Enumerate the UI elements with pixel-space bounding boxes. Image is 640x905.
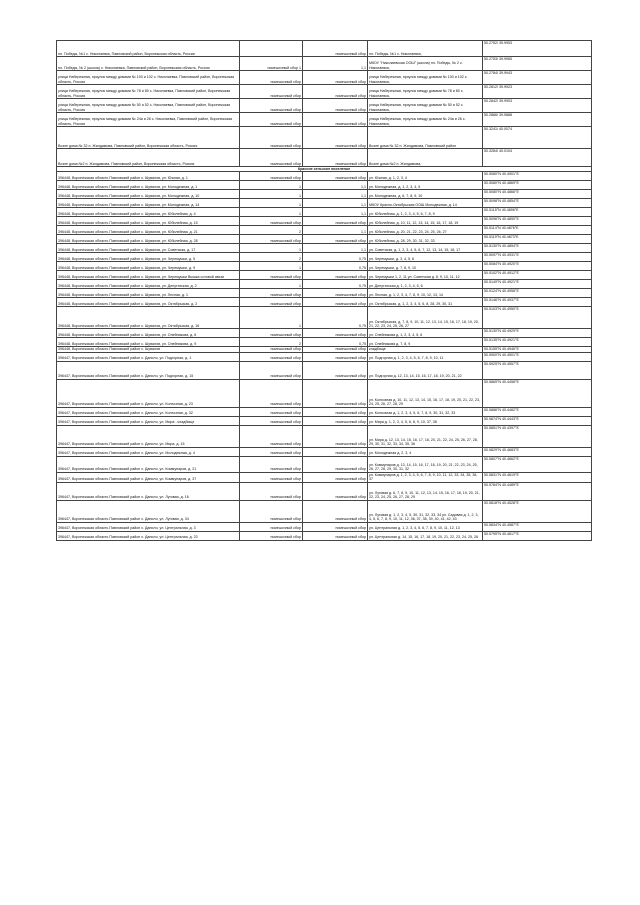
table-row	[57, 338, 592, 347]
coordinates-cell: 50.5831°N 40.4619°E	[483, 472, 592, 482]
served-addresses-cell: ул. Центральная д. 14, 15, 16, 17, 18, 19, 20, 21, 22, 23, 24, 25, 26	[368, 531, 483, 540]
coordinates-cell: 50.3241/ 40.0074	[483, 127, 592, 149]
address-cell: 396448, Воронежская область Павловский район с. Шувалов, ул. Южная, д. 1	[57, 172, 240, 181]
address-cell: 396447, Воронежская область Павловский район х. Данило, ул. Мира - кладбище	[57, 416, 240, 425]
served-addresses-cell: ул. Коммунаров д. 1, 2, 3, 4, 5, 6, 7, 8, 9, 10, 11, 12, 33, 34, 35, 36, 37	[368, 472, 483, 482]
collection-type-cell: помешочный сбор	[303, 352, 368, 361]
container-count-cell: помешочный сбор	[240, 482, 303, 500]
collection-type-cell: помешочный сбор	[303, 113, 368, 127]
coordinates-cell: 50.2842/ 39.9903	[483, 99, 592, 113]
served-addresses-cell: ул. Юбилейная, д. 20, 21, 22, 23, 24, 25, 26, 27	[368, 226, 483, 235]
container-count-cell: помешочный сбор	[240, 472, 303, 482]
collection-type-cell: помешочный сбор	[303, 447, 368, 456]
container-count-cell: 1	[240, 307, 303, 329]
coordinates-cell: 50.3284/ 40.0104	[483, 149, 592, 167]
coordinates-cell: 50.5097°N 40.4931°E	[483, 253, 592, 262]
container-count-cell: помешочный сбор	[240, 298, 303, 307]
address-cell: 396448, Воронежская область Павловский район с. Шувалов, ул. Черемушки, д. 5	[57, 253, 240, 262]
served-addresses-cell: ул. Мира д. 12, 13, 14, 15, 16, 17, 18, 20, 21, 22, 24, 25, 26, 27, 28, 29, 30, 31, 32, 33, 34, 35, 36	[368, 425, 483, 447]
coordinates-cell: 50.5155°N 40.4946°E	[483, 347, 592, 352]
coordinates-cell: 50.5096°N 40.4890°E	[483, 217, 592, 226]
coordinates-cell: 50.5115°N 40.4896°E	[483, 208, 592, 217]
collection-type-cell: помешочный сбор	[303, 99, 368, 113]
served-addresses-cell: ул. Колхозная д. 1, 2, 3, 4, 5, 6, 7, 8, 9, 30, 31, 32, 33	[368, 407, 483, 416]
collection-type-cell: помешочный сбор	[303, 289, 368, 298]
container-count-cell: 2	[240, 226, 303, 235]
collection-type-cell: помешочный сбор	[303, 85, 368, 99]
collection-sites-table	[56, 40, 592, 541]
served-addresses-cell: ул. Луговая д. 6, 7, 8, 9, 10, 11, 12, 13, 14, 15, 16, 17, 18, 19, 20, 21, 22, 23, 24, 25, 26, 27, 28, 29	[368, 482, 483, 500]
table-row	[57, 522, 592, 531]
collection-type-cell: помешочный сбор	[303, 71, 368, 85]
collection-type-cell: помешочный сбор	[303, 271, 368, 280]
collection-type-cell: помешочный сбор	[303, 127, 368, 149]
coordinates-cell: 50.2866/ 39.9888	[483, 113, 592, 127]
table-row	[57, 531, 592, 540]
coordinates-cell: 50.5829°N 40.4683°E	[483, 447, 592, 456]
container-count-cell: помешочный сбор	[240, 522, 303, 531]
container-count-cell: помешочный сбор	[240, 329, 303, 338]
collection-type-cell: помешочный сбор	[303, 217, 368, 226]
address-cell: 396447, Воронежская область Павловский район х. Данило, ул. Колхозная, д. 32	[57, 407, 240, 416]
container-count-cell: помешочный сбор	[240, 500, 303, 522]
coordinates-cell: 50.2784/ 39.9943	[483, 71, 592, 85]
collection-type-cell: помешочный сбор	[303, 472, 368, 482]
address-cell: 396448, Воронежская область Павловский район с. Шувалов, ул. Молодежная, д. 1	[57, 181, 240, 190]
address-cell: 396447, Воронежская область Павловский район х. Данило, ул. Мира, д. 15	[57, 425, 240, 447]
table-row	[57, 416, 592, 425]
table-row	[57, 307, 592, 329]
address-cell: 396448, Воронежская область Павловский район с. Шувалов, ул. Юбилейная, д. 21	[57, 226, 240, 235]
collection-type-cell: помешочный сбор	[303, 149, 368, 167]
address-cell: 396448, Воронежская область Павловский район с. Шувалов, ул. Молодежная, д. 10	[57, 190, 240, 199]
coordinates-cell: 50.5784°N 40.4489°E	[483, 482, 592, 500]
table-row	[57, 57, 592, 71]
coordinates-cell: 50.5080°N 40.4866°E	[483, 190, 592, 199]
served-addresses-cell: пл. Победы, №1 с. Николаевка,	[368, 41, 483, 57]
address-cell: 396447, Воронежская область Павловский район х. Данило, ул. Подгорная, д. 1	[57, 352, 240, 361]
address-cell: 396447, Воронежская область Павловский район х. Данило, ул. Луговая, д. 34	[57, 500, 240, 522]
coordinates-cell: 50.2753/ 39.9965	[483, 57, 592, 71]
served-addresses-cell: ул. Депутатская д. 1, 2, 3, 4, 5, 6	[368, 280, 483, 289]
container-count-cell: 1	[240, 199, 303, 208]
table-row	[57, 425, 592, 447]
address-cell: улица Набережная, проулок между домами № 50 и 52 с. Николаевка, Павловский район, Воронежская область, Россия	[57, 99, 240, 113]
served-addresses-cell: улица Набережная, проулок между домами № 50 и 52 с. Николаевка,	[368, 99, 483, 113]
address-cell: 396448, Воронежская область Павловский район с. Шувалов, ул. Юбилейная, д. 4	[57, 208, 240, 217]
table-row	[57, 149, 592, 167]
served-addresses-cell: ул. Юбилейная, д. 10, 11, 12, 13, 14, 15, 16, 17, 18, 19	[368, 217, 483, 226]
collection-type-cell: помешочный сбор	[303, 456, 368, 472]
collection-type-cell: помешочный сбор	[303, 379, 368, 407]
served-addresses-cell: ул. Юбилейная, д. 28, 29, 30, 31, 32, 33	[368, 235, 483, 244]
served-addresses-cell: ул. Колхозная д. 10, 11, 12, 13, 14, 15, 16, 17, 18, 19, 20, 21, 22, 23, 24, 25, 26, 27, 28, 29	[368, 379, 483, 407]
document-page	[56, 40, 576, 541]
table-row	[57, 352, 592, 361]
container-count-cell: помешочный сбор	[240, 127, 303, 149]
section-title: Красное сельское поселение	[57, 167, 592, 172]
coordinates-cell: 50.5146°N 40.4937°E	[483, 298, 592, 307]
served-addresses-cell: ул. Черемушки, д. 3, 4, 5, 6	[368, 253, 483, 262]
table-row	[57, 482, 592, 500]
address-cell: 396447, Воронежская область Павловский район х. Данило, ул. Подгорная, д. 15	[57, 361, 240, 379]
coordinates-cell: 50.5795°N 40.4617°E	[483, 531, 592, 540]
table-row	[57, 361, 592, 379]
container-count-cell: 2	[240, 338, 303, 347]
table-row	[57, 456, 592, 472]
served-addresses-cell: ул. Коммунаров д. 13, 14, 15, 16, 17, 18, 19, 20, 21, 22, 23, 24, 25, 26, 27, 28, 29, 30, 31, 32	[368, 456, 483, 472]
served-addresses-cell: ул. Лесная, д. 1, 2, 3, 4, 7, 8, 9, 10, 12, 13, 14	[368, 289, 483, 298]
container-count-cell: помешочный сбор	[240, 71, 303, 85]
served-addresses-cell: кладбище	[368, 347, 483, 352]
served-addresses-cell: ул. Центральная д. 1, 2, 3, 4, 5, 6, 7, 8, 9, 10, 11, 12, 13	[368, 522, 483, 531]
table-row	[57, 235, 592, 244]
collection-type-cell: 1,1	[303, 190, 368, 199]
container-count-cell: 1	[240, 262, 303, 271]
container-count-cell: 1	[240, 181, 303, 190]
collection-type-cell: помешочный сбор	[303, 235, 368, 244]
coordinates-cell: 50.2752/ 39.9953	[483, 41, 592, 57]
address-cell: 396447, Воронежская область Павловский район х. Данило, ул. Колхозная, д. 23	[57, 379, 240, 407]
collection-type-cell: помешочный сбор	[303, 298, 368, 307]
served-addresses-cell: Возле дома № 32 п. Жилдамова, Павловский район	[368, 127, 483, 149]
served-addresses-cell: ул. Черемушки, д. 7, 8, 9, 10	[368, 262, 483, 271]
table-row	[57, 217, 592, 226]
coordinates-cell: 50.5874°N 40.4443°E	[483, 416, 592, 425]
table-row	[57, 280, 592, 289]
address-cell: 396448, Воронежская область Павловский район с. Шувалов	[57, 347, 240, 352]
collection-type-cell: помешочный сбор	[303, 329, 368, 338]
address-cell: 396447, Воронежская область Павловский район х. Данило, ул. Луговая, д. 16	[57, 482, 240, 500]
container-count-cell: помешочный сбор	[240, 352, 303, 361]
container-count-cell: помешочный сбор	[240, 99, 303, 113]
collection-type-cell: помешочный сбор	[303, 531, 368, 540]
container-count-cell: помешочный сбор	[240, 361, 303, 379]
collection-type-cell: помешочный сбор	[303, 425, 368, 447]
collection-type-cell: 1,1	[303, 199, 368, 208]
container-count-cell: помешочный сбор	[240, 531, 303, 540]
collection-type-cell: 1,1	[303, 57, 368, 71]
table-row	[57, 199, 592, 208]
served-addresses-cell: ул. Подгорная д. 1, 2, 3, 4, 5, 6, 7, 8, 9, 10, 11	[368, 352, 483, 361]
collection-type-cell: 1,1	[303, 208, 368, 217]
address-cell: 396448, Воронежская область Павловский район с. Шувалов, ул. Юбилейная, д. 15	[57, 217, 240, 226]
table-row	[57, 85, 592, 99]
collection-type-cell: 1,1	[303, 226, 368, 235]
container-count-cell: 1	[240, 190, 303, 199]
coordinates-cell: 50.5098°N 40.4854°E	[483, 199, 592, 208]
table-row	[57, 271, 592, 280]
container-count-cell: помешочный сбор	[240, 416, 303, 425]
table-row	[57, 127, 592, 149]
address-cell: 396447, Воронежская область Павловский район х. Данило, ул. Коммунаров, д. 21	[57, 456, 240, 472]
address-cell: 396447, Воронежская область Павловский район х. Данило, ул. Молодежная, д. 4	[57, 447, 240, 456]
address-cell: 396448, Воронежская область Павловский район с. Шувалов, ул. Черемушки Вышка сотовой связи	[57, 271, 240, 280]
table-row	[57, 113, 592, 127]
address-cell: улица Набережная, проулок между домами № 78 и 80 с. Николаевка, Павловский район, Воронежская область, Россия	[57, 85, 240, 99]
table-row	[57, 407, 592, 416]
container-count-cell: 1	[240, 280, 303, 289]
table-row	[57, 172, 592, 181]
served-addresses-cell: ул. Молодежная, д. 1, 2, 3, 4, 5	[368, 181, 483, 190]
table-row	[57, 208, 592, 217]
address-cell: 396447, Воронежская область Павловский район х. Данило, ул. Центральная, д. 3	[57, 522, 240, 531]
container-count-cell: помешочный сбор	[240, 407, 303, 416]
container-count-cell: помешочный сбор	[240, 347, 303, 352]
table-row	[57, 298, 592, 307]
table-row	[57, 289, 592, 298]
collection-type-cell: 1,1	[303, 244, 368, 253]
served-addresses-cell: ул. Молодежная, д. 6, 7, 8, 9, 10	[368, 190, 483, 199]
collection-type-cell: помешочный сбор	[303, 361, 368, 379]
address-cell: 396448, Воронежская область Павловский район с. Шувалов, ул. Советская, д. 17	[57, 244, 240, 253]
collection-type-cell: 0,75	[303, 280, 368, 289]
collection-type-cell: помешочный сбор	[303, 482, 368, 500]
coordinates-cell: 50.5807°N 40.4662°E	[483, 456, 592, 472]
address-cell: 396448, Воронежская область Павловский район с. Шувалов, ул. Олейникова, д. 9	[57, 338, 240, 347]
address-cell: 396448, Воронежская область Павловский район с. Шувалов, ул. Юбилейная, д. 28	[57, 235, 240, 244]
container-count-cell: помешочный сбор	[240, 172, 303, 181]
coordinates-cell: 50.5900°N 40.4501°E	[483, 352, 592, 361]
container-count-cell: помешочный сбор 1	[240, 57, 303, 71]
address-cell: 396448, Воронежская область Павловский район с. Шувалов, ул. Олейникова, д. 6	[57, 329, 240, 338]
address-cell: Возле дома № 32 п. Жилдамова, Павловский район, Воронежская область, Россия	[57, 127, 240, 149]
collection-type-cell: помешочный сбор	[303, 407, 368, 416]
served-addresses-cell: ул. Черемушки 1, 2, 11 ул. Советская д. 8, 9, 10, 11, 12	[368, 271, 483, 280]
container-count-cell: помешочный сбор	[240, 379, 303, 407]
served-addresses-cell: улица Набережная, проулок между домами № 24а и 26 с. Николаевка,	[368, 113, 483, 127]
address-cell: Возле дома №2 п. Жилдамова, Павловский район, Воронежская область, Россия	[57, 149, 240, 167]
collection-type-cell: 0,75	[303, 253, 368, 262]
coordinates-cell: 50.5119°N 40.4873°E	[483, 235, 592, 244]
table-row	[57, 472, 592, 482]
container-count-cell	[240, 41, 303, 57]
collection-type-cell: помешочный сбор	[303, 522, 368, 531]
address-cell: улица Набережная, проулок между домами № 100 и 102 с. Николаевка, Павловский район, Воронежская область, Россия	[57, 71, 240, 85]
coordinates-cell: 50.5818°N 40.4528°E	[483, 500, 592, 522]
container-count-cell: помешочный сбор	[240, 217, 303, 226]
collection-type-cell: помешочный сбор	[303, 172, 368, 181]
container-count-cell: 1	[240, 208, 303, 217]
served-addresses-cell: ул. Молодежная д. 2, 3, 4	[368, 447, 483, 456]
container-count-cell: помешочный сбор	[240, 85, 303, 99]
container-count-cell: помешочный сбор	[240, 113, 303, 127]
coordinates-cell: 50.5886°N 40.4482°E	[483, 407, 592, 416]
collection-type-cell: помешочный сбор	[303, 500, 368, 522]
coordinates-cell: 50.5084°N 40.4920°E	[483, 262, 592, 271]
container-count-cell: помешочный сбор	[240, 456, 303, 472]
table-row	[57, 500, 592, 522]
address-cell: 396447, Воронежская область Павловский район х. Данило, ул. Коммунаров, д. 37	[57, 472, 240, 482]
served-addresses-cell: ул. Подгорная д. 12, 13, 14, 15, 16, 17, 18, 19, 20, 21, 22	[368, 361, 483, 379]
served-addresses-cell: ул. Юбилейная, д. 1, 2, 3, 4, 5, 6, 7, 8, 9	[368, 208, 483, 217]
served-addresses-cell: ул. Советская, д. 1, 2, 3, 4, 5, 6, 7, 12, 13, 14, 15, 16, 17	[368, 244, 483, 253]
coordinates-cell: 50.5130°N 40.4894°E	[483, 244, 592, 253]
address-cell: 396448, Воронежская область Павловский район с. Шувалов, ул. Черемушки, д. 9	[57, 262, 240, 271]
address-cell: пл. Победы, № 2 (школа) с. Николаевка, Павловский район, Воронежская область, Россия	[57, 57, 240, 71]
served-addresses-cell: ул. Олейникова д. 7, 8, 9	[368, 338, 483, 347]
container-count-cell: помешочный сбор	[240, 235, 303, 244]
coordinates-cell: 50.5149°N 40.4921°E	[483, 280, 592, 289]
collection-type-cell: 0,75	[303, 307, 368, 329]
container-count-cell: помешочный сбор	[240, 289, 303, 298]
coordinates-cell: 50.5865°N 40.4458°E	[483, 379, 592, 407]
coordinates-cell: 50.5102°N 40.4912°E	[483, 271, 592, 280]
address-cell: 396448, Воронежская область Павловский район с. Шувалов, ул. Молодежная, д. 14	[57, 199, 240, 208]
address-cell: улица Набережная, проулок между домами № 24а и 26 с. Николаевка, Павловский район, Воронежская область, Россия	[57, 113, 240, 127]
collection-type-cell: помешочный сбор	[303, 416, 368, 425]
table-row	[57, 226, 592, 235]
container-count-cell: помешочный сбор	[240, 271, 303, 280]
coordinates-cell: 50.5114°N 40.4876°E	[483, 226, 592, 235]
coordinates-cell: 50.2812/ 39.9923	[483, 85, 592, 99]
coordinates-cell: 50.5925°N 40.4557°E	[483, 361, 592, 379]
table-row	[57, 329, 592, 338]
container-count-cell: 2	[240, 253, 303, 262]
table-row	[57, 253, 592, 262]
collection-type-cell: помешочный сбор	[303, 41, 368, 57]
served-addresses-cell: ул. Южная, д. 1, 2, 3, 4	[368, 172, 483, 181]
served-addresses-cell: Возле дома №2 п. Жилдамова,	[368, 149, 483, 167]
served-addresses-cell: ул. Октябрьская, д. 7, 8, 9, 10, 11, 12, 13, 14, 15, 16, 17, 18, 19, 20, 21, 22, 23, 24, 25, 26, 27	[368, 307, 483, 329]
coordinates-cell: 50.5080°N 40.4901°E	[483, 172, 592, 181]
served-addresses-cell: ул. Октябрьская, д. 1, 2, 3, 4, 5, 6, 8, 28, 29, 30, 31	[368, 298, 483, 307]
coordinates-cell: 50.5130°N 40.4929°E	[483, 329, 592, 338]
table-row	[57, 262, 592, 271]
table-row	[57, 41, 592, 57]
address-cell: 396447, Воронежская область Павловский район х. Данило, ул. Центральная, д. 23	[57, 531, 240, 540]
address-cell: 396448, Воронежская область Павловский район с. Шувалов, ул. Депутатская, д. 2	[57, 280, 240, 289]
served-addresses-cell: ул. Олейникова д. 1, 2, 3, 4, 5, 6	[368, 329, 483, 338]
address-cell: 396448, Воронежская область Павловский район с. Шувалов, ул. Октябрьская, д. 16	[57, 307, 240, 329]
collection-type-cell: 1,1	[303, 181, 368, 190]
served-addresses-cell: улица Набережная, проулок между домами № 100 и 102 с. Николаевка,	[368, 71, 483, 85]
coordinates-cell: 50.5135°N 40.4921°E	[483, 338, 592, 347]
address-cell: 396448, Воронежская область Павловский район с. Шувалов, ул. Лесная, д. 1	[57, 289, 240, 298]
table-row	[57, 379, 592, 407]
table-row	[57, 190, 592, 199]
coordinates-cell: 50.5124°N 40.4958°E	[483, 289, 592, 298]
coordinates-cell: 50.5103°N 40.4950°E	[483, 307, 592, 329]
container-count-cell: помешочный сбор	[240, 149, 303, 167]
address-cell: пл. Победы, №1 с. Николаевка, Павловский район, Воронежская область, Россия	[57, 41, 240, 57]
served-addresses-cell: улица Набережная, проулок между домами № 78 и 80 с. Николаевка,	[368, 85, 483, 99]
table-row	[57, 244, 592, 253]
served-addresses-cell: ул. Луговая д. 1, 2, 3, 4, 5, 30, 31, 32, 33, 34 ул. Садовая д. 1, 2, 3, 4, 5, 6, 7, 8, 9, 10, 11, 12, 36, 37, 38, 39, 40, 41, 42, 43	[368, 500, 483, 522]
served-addresses-cell: МКОУ Красно-Октябрьская ООШ Молодежная, д. 14	[368, 199, 483, 208]
collection-type-cell: 0,75	[303, 338, 368, 347]
table-row	[57, 71, 592, 85]
container-count-cell: помешочный сбор	[240, 425, 303, 447]
table-row	[57, 99, 592, 113]
served-addresses-cell: МКОУ "Николаевская ООШ" (школа) пл. Победы, № 2 с. Николаевка,	[368, 57, 483, 71]
container-count-cell: 1	[240, 244, 303, 253]
collection-type-cell: 0,75	[303, 262, 368, 271]
table-row	[57, 447, 592, 456]
address-cell: 396448, Воронежская область Павловский район с. Шувалов, ул. Октябрьская, д. 2	[57, 298, 240, 307]
served-addresses-cell: ул. Мира д. 1, 2, 3, 4, 5, 6, 8, 9, 10, 37, 38	[368, 416, 483, 425]
table-row	[57, 181, 592, 190]
coordinates-cell: 50.5080°N 40.4869°E	[483, 181, 592, 190]
coordinates-cell: 50.5851°N 40.4397°E	[483, 425, 592, 447]
collection-type-cell: помешочный сбор	[303, 347, 368, 352]
coordinates-cell: 50.5834°N 40.4587°E	[483, 522, 592, 531]
container-count-cell: помешочный сбор	[240, 447, 303, 456]
